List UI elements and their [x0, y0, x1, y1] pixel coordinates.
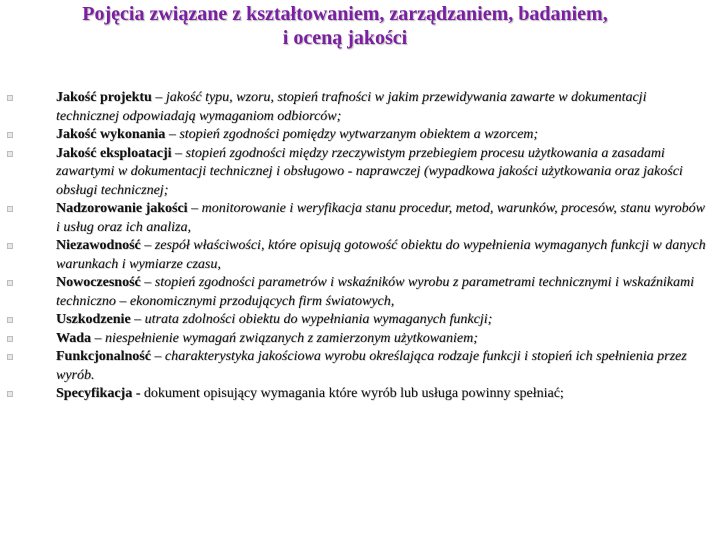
definition-separator: –	[140, 275, 155, 290]
definition-separator: –	[151, 90, 166, 105]
list-item	[0, 385, 720, 404]
bullet-icon	[7, 95, 13, 101]
slide-title	[0, 2, 690, 50]
definition-separator: –	[140, 238, 155, 253]
definition-term: Uszkodzenie	[56, 312, 131, 327]
list-item	[0, 145, 720, 201]
definition-term: Specyfikacja -	[56, 386, 141, 401]
bullet-icon	[7, 243, 13, 249]
list-item	[0, 200, 720, 237]
definition-text: stopień zgodności parametrów i wskaźników wyrobu z parametrami technicznymi i wskaźnikami techniczno – ekonomicznymi przodujących firm światowych,	[56, 275, 694, 309]
definition-text: charakterystyka jakościowa wyrobu określająca rodzaje funkcji i stopień ich spełnienia przez wyrób.	[56, 349, 687, 383]
definition-text: utrata zdolności obiektu do wypełniania wymaganych funkcji;	[144, 312, 493, 327]
definitions-list	[0, 89, 720, 404]
definition-separator: –	[91, 330, 106, 346]
title-line-2: i oceną jakości	[282, 27, 408, 49]
definition-term: Wada	[56, 330, 92, 346]
bullet-icon	[7, 132, 13, 138]
definition-text: dokument opisujący wymagania które wyrób lub usługa powinny spełniać;	[143, 386, 564, 401]
list-item	[0, 237, 720, 274]
list-item	[0, 311, 720, 330]
bullet-icon	[7, 354, 13, 360]
definition-separator: –	[130, 312, 145, 327]
definition-text: stopień zgodności pomiędzy wytwarzanym obiektem a wzorcem;	[179, 127, 539, 142]
bullet-icon	[7, 280, 13, 286]
definition-separator: –	[187, 201, 202, 216]
definition-separator: –	[171, 145, 186, 161]
list-item	[0, 274, 720, 311]
bullet-icon	[7, 206, 13, 212]
definition-term: Niezawodność	[56, 238, 141, 253]
title-line-1: Pojęcia związane z kształtowaniem, zarządzaniem, badaniem,	[82, 3, 608, 25]
definition-term: Jakość wykonania	[56, 127, 166, 142]
definition-separator: –	[165, 127, 180, 142]
bullet-icon	[7, 151, 13, 157]
definition-term: Jakość projektu	[56, 90, 152, 105]
definition-text: niespełnienie wymagań związanych z zamierzonym użytkowaniem;	[105, 330, 478, 346]
bullet-icon	[7, 336, 13, 342]
definition-text: stopień zgodności między rzeczywistym przebiegiem procesu użytkowania a zasadami zawartymi w dokumentacji technicznej i obsługowo - naprawczej (wypadkowa jakości użytkowania oraz jakości obsługi technicznej;	[56, 145, 683, 198]
definition-separator: –	[150, 349, 165, 364]
definition-term: Nowoczesność	[56, 275, 141, 290]
definition-term: Jakość eksploatacji	[56, 145, 172, 161]
bullet-icon	[7, 317, 13, 323]
definition-text: monitorowanie i weryfikacja stanu procedur, metod, warunków, procesów, stanu wyrobów i usług oraz ich analiza,	[56, 201, 705, 235]
list-item	[0, 126, 720, 145]
definition-term: Nadzorowanie jakości	[56, 201, 188, 216]
definition-term: Funkcjonalność	[56, 349, 151, 364]
list-item	[0, 330, 720, 349]
bullet-icon	[7, 391, 13, 397]
definition-text: jakość typu, wzoru, stopień trafności w jakim przewidywania zawarte w dokumentacji technicznej odpowiadają wymaganiom odbiorców;	[56, 90, 647, 124]
list-item	[0, 89, 720, 126]
definition-text: zespół właściwości, które opisują gotowość obiektu do wypełnienia wymaganych funkcji w danych warunkach i wymiarze czasu,	[56, 238, 706, 272]
list-item	[0, 348, 720, 385]
